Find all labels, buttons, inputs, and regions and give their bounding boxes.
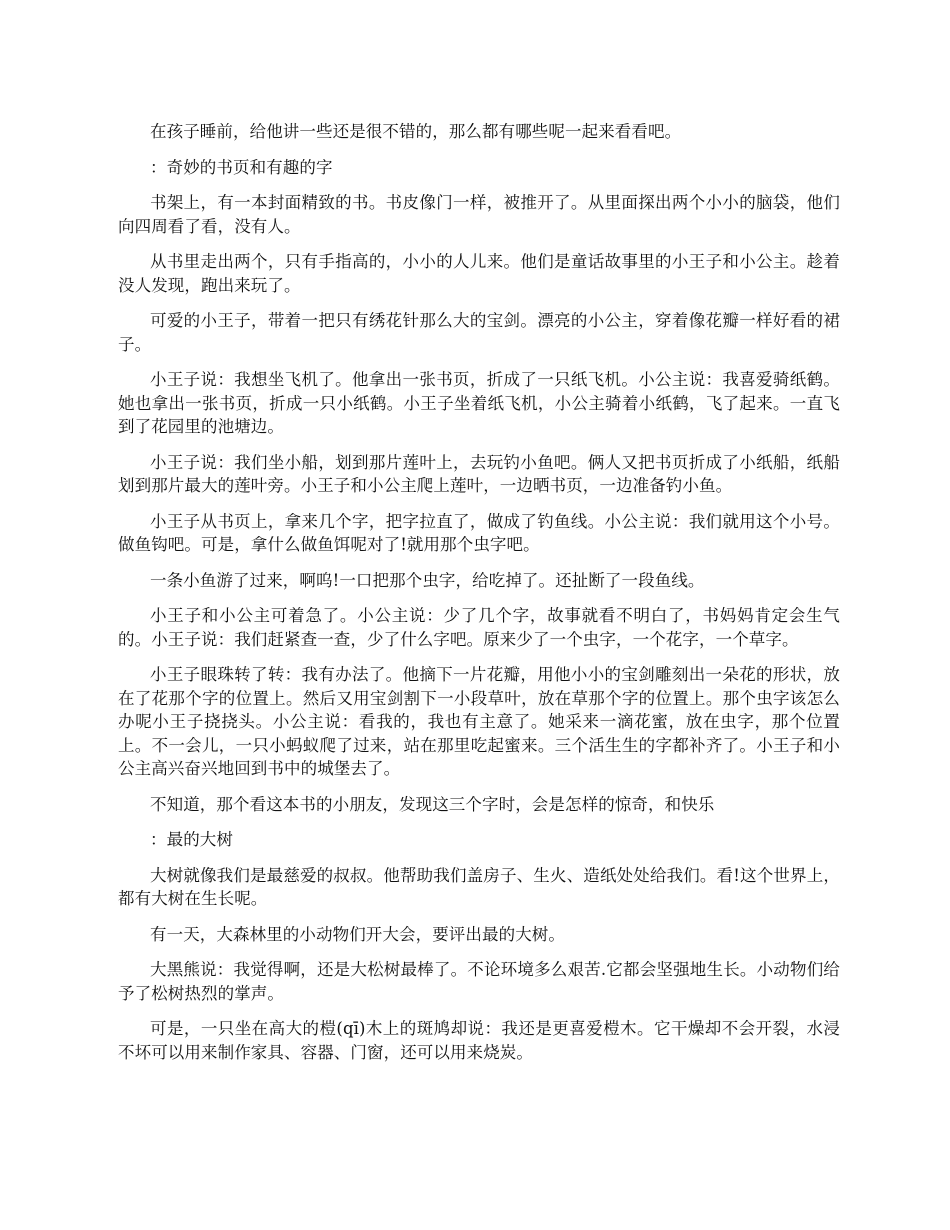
- story-paragraph: 小王子和小公主可着急了。小公主说：少了几个字，故事就看不明白了，书妈妈肯定会生气的。小王子说：我们赶紧查一查，少了什么字吧。原来少了一个虫字，一个花字，一个草字。: [118, 606, 840, 649]
- story-paragraph: 小王子说：我想坐飞机了。他拿出一张书页，折成了一只纸飞机。小公主说：我喜爱骑纸鹤。她也拿出一张书页，折成一只小纸鹤。小王子坐着纸飞机，小公主骑着小纸鹤，飞了起来。一直飞到了花园里的池塘边。: [118, 370, 840, 436]
- story-paragraph: 大黑熊说：我觉得啊，还是大松树最棒了。不论环境多么艰苦.它都会坚强地生长。小动物们给予了松树热烈的掌声。: [118, 960, 840, 1003]
- story-paragraph: 不知道，那个看这本书的小朋友，发现这三个字时，会是怎样的惊奇，和快乐: [150, 794, 715, 814]
- story-paragraph: 小王子眼珠转了转：我有办法了。他摘下一片花瓣，用他小小的宝剑雕刻出一朵花的形状，放在了花那个字的位置上。然后又用宝剑割下一小段草叶，放在草那个字的位置上。那个虫字该怎么办呢小王子挠挠头。小公主说：看我的，我也有主意了。她采来一滴花蜜，放在虫字，那个位置上。不一会儿，一只小蚂蚁爬了过来，站在那里吃起蜜来。三个活生生的字都补齐了。小王子和小公主高兴奋兴地回到书中的城堡去了。: [118, 665, 840, 778]
- story-heading-1: ：奇妙的书页和有趣的字: [150, 157, 333, 177]
- document-page: [118, 120, 840, 1200]
- story-paragraph: 小王子从书页上，拿来几个字，把字拉直了，做成了钓鱼线。小公主说：我们就用这个小号。做鱼钩吧。可是，拿什么做鱼饵呢对了!就用那个虫字吧。: [118, 511, 840, 554]
- story-paragraph: 书架上，有一本封面精致的书。书皮像门一样，被推开了。从里面探出两个小小的脑袋，他们向四周看了看，没有人。: [118, 193, 840, 236]
- intro-paragraph: 在孩子睡前，给他讲一些还是很不错的，那么都有哪些呢一起来看看吧。: [150, 122, 682, 141]
- story-paragraph: 大树就像我们是最慈爱的叔叔。他帮助我们盖房子、生火、造纸处处给我们。看!这个世界上，都有大树在生长呢。: [118, 865, 840, 908]
- story-paragraph: 有一天，大森林里的小动物们开大会，要评出最的大树。: [150, 924, 565, 944]
- story-paragraph: 一条小鱼游了过来，啊呜!一口把那个虫字，给吃掉了。还扯断了一段鱼线。: [150, 570, 705, 590]
- story-paragraph: 可爱的小王子，带着一把只有绣花针那么大的宝剑。漂亮的小公主，穿着像花瓣一样好看的裙子。: [118, 311, 840, 354]
- story-heading-2: ：最的大树: [150, 830, 233, 849]
- story-paragraph: 小王子说：我们坐小船，划到那片莲叶上，去玩钓小鱼吧。俩人又把书页折成了小纸船，纸船划到那片最大的莲叶旁。小王子和小公主爬上莲叶，一边晒书页，一边准备钓小鱼。: [118, 452, 840, 495]
- story-paragraph: 可是，一只坐在高大的榿(qī)木上的斑鸠却说：我还是更喜爱榿木。它干燥却不会开裂，水浸不坏可以用来制作家具、容器、门窗，还可以用来烧炭。: [118, 1019, 840, 1062]
- story-paragraph: 从书里走出两个，只有手指高的，小小的人儿来。他们是童话故事里的小王子和小公主。趁着没人发现，跑出来玩了。: [118, 252, 840, 295]
